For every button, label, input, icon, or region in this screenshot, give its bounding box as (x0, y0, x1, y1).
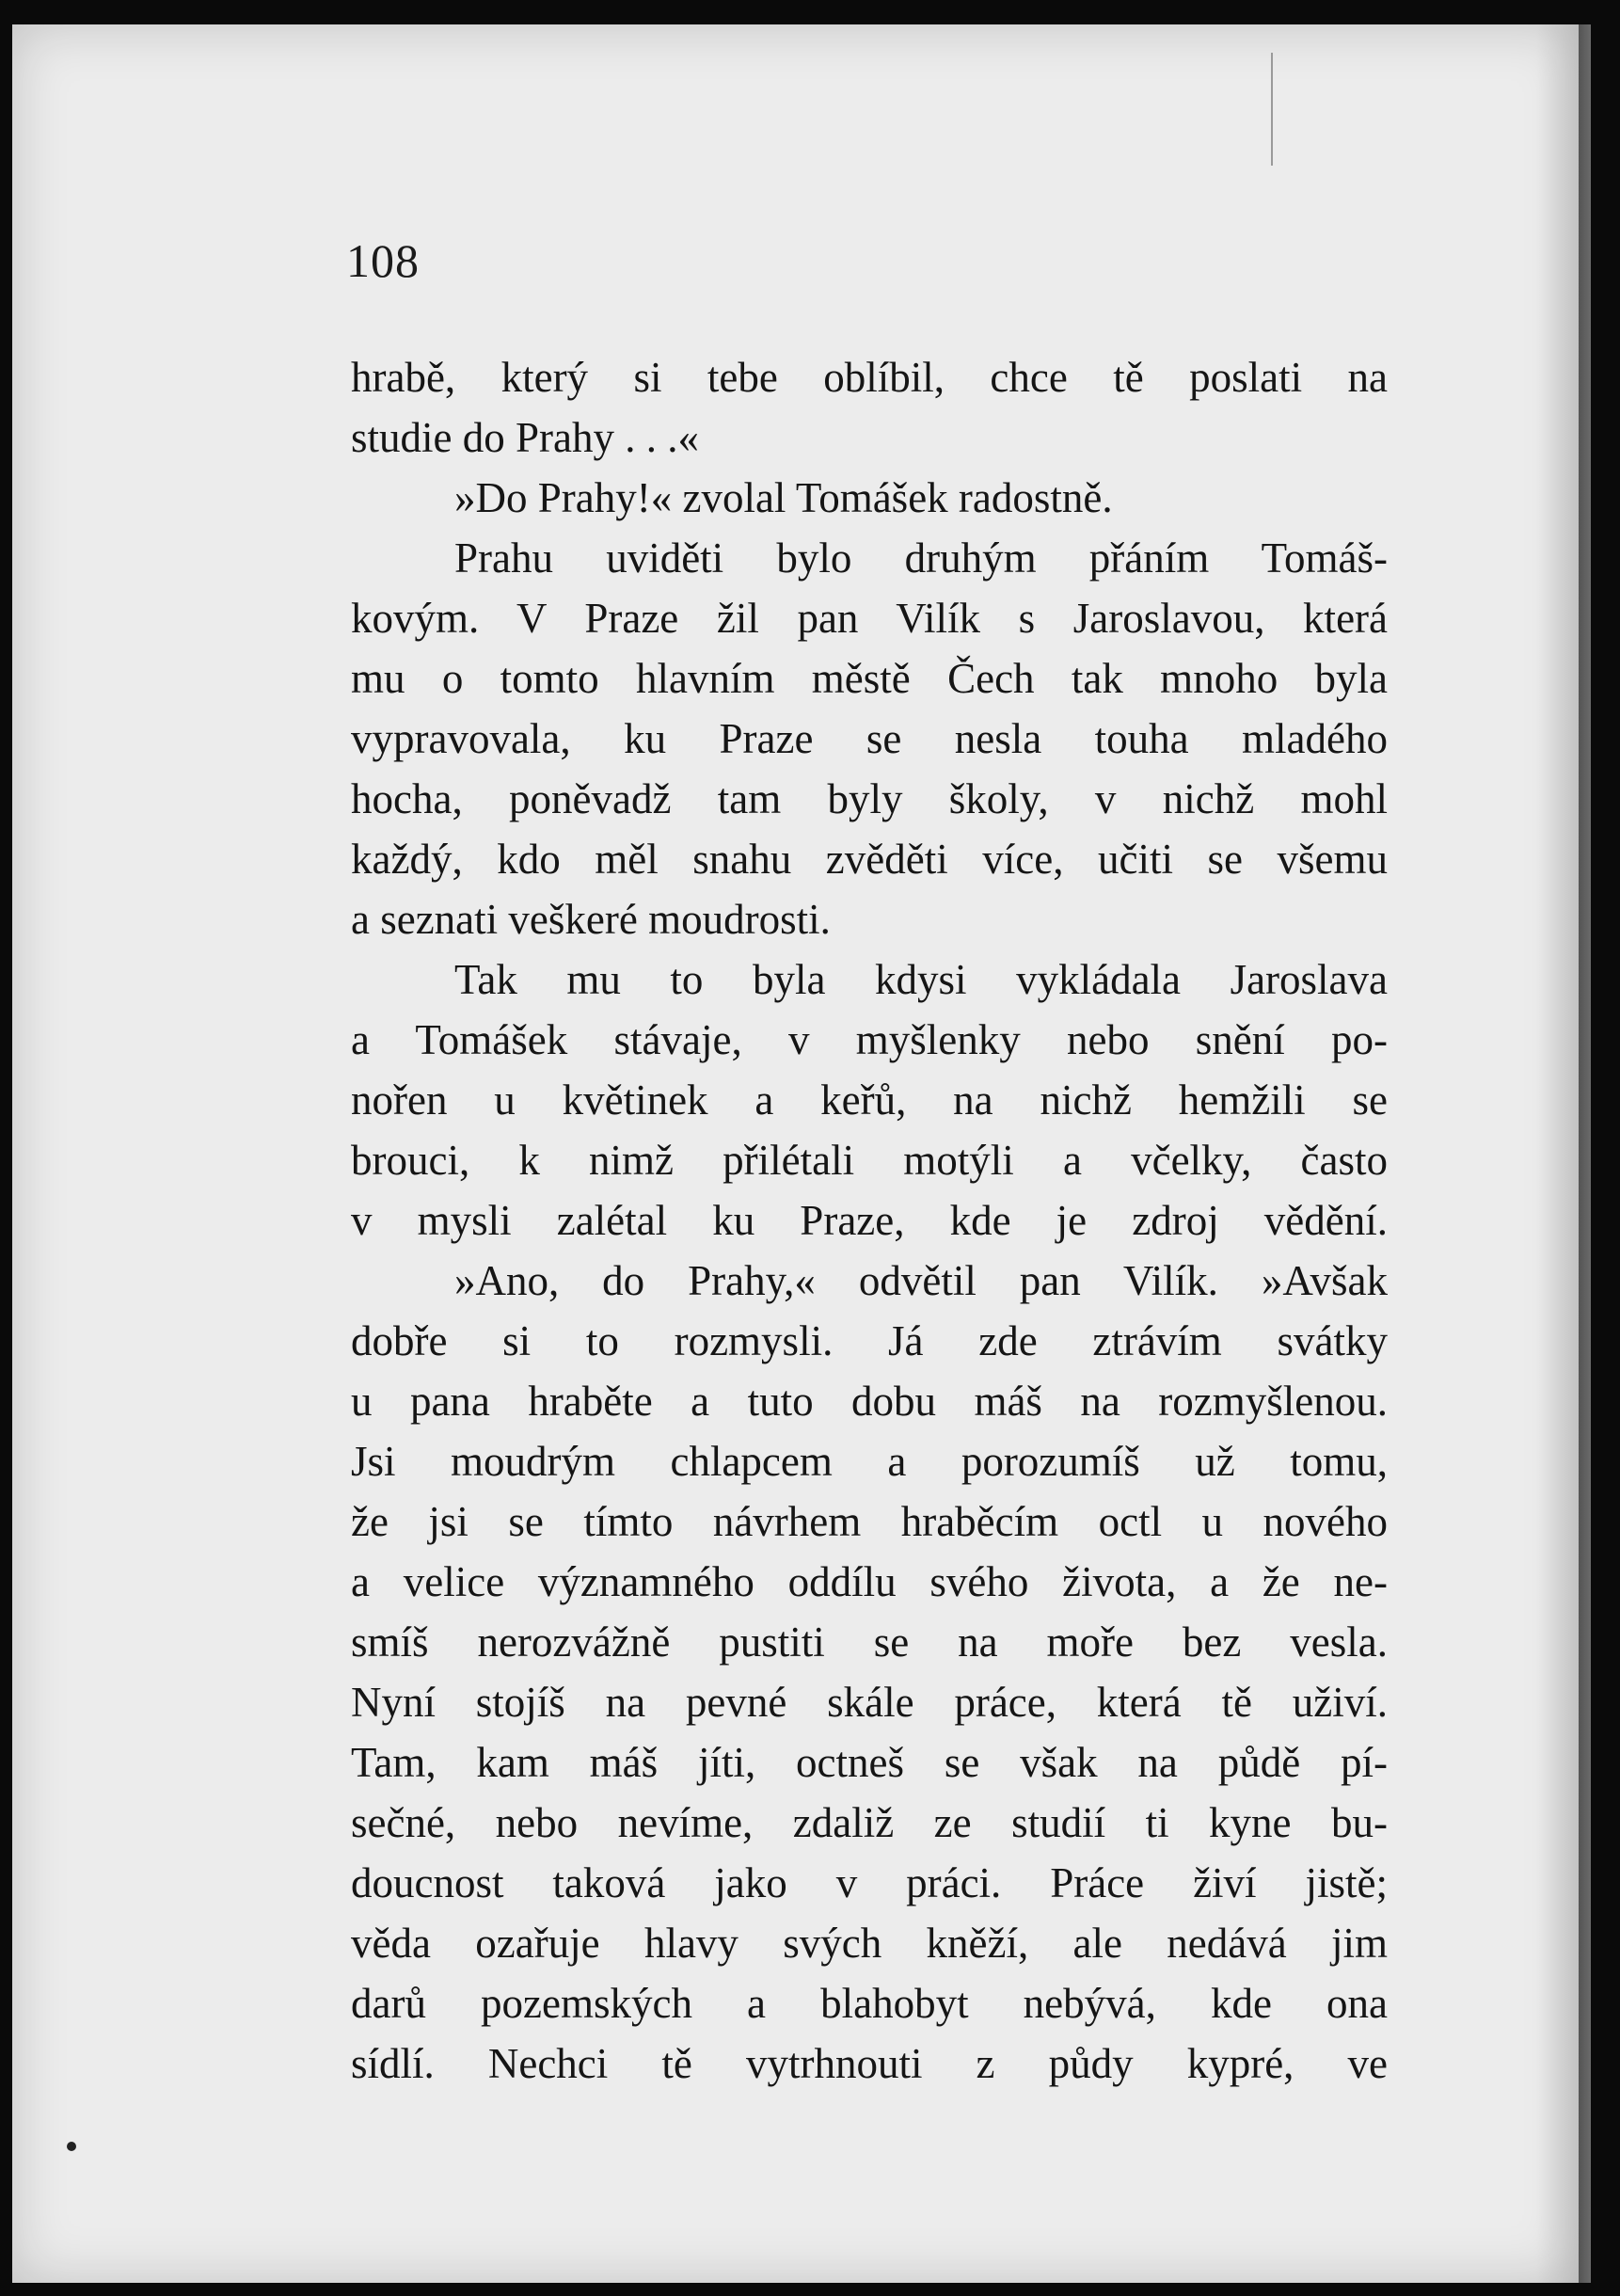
text-line: Nyní stojíš na pevné skále práce, která tě uživí. (351, 1679, 1388, 1726)
text-line: sídlí. Nechci tě vytrhnouti z půdy kypré, ve (351, 2040, 1388, 2087)
text-line: nořen u květinek a keřů, na nichž hemžili se (351, 1076, 1388, 1124)
text-line: u pana hraběte a tuto dobu máš na rozmyšlenou. (351, 1378, 1388, 1425)
text-line: a Tomášek stávaje, v myšlenky nebo snění po- (351, 1016, 1388, 1063)
text-line: v mysli zalétal ku Praze, kde je zdroj vědění. (351, 1197, 1388, 1244)
book-page (12, 24, 1579, 2283)
body-text (351, 347, 1388, 2094)
text-line: doucnost taková jako v práci. Práce živí jistě; (351, 1859, 1388, 1906)
text-line: vypravovala, ku Praze se nesla touha mladého (351, 715, 1388, 762)
page-number: 108 (346, 234, 420, 287)
print-speck (67, 2142, 76, 2151)
text-line: Prahu uviděti bylo druhým přáním Tomáš- (454, 534, 1388, 582)
text-line: kovým. V Praze žil pan Vilík s Jaroslavou, která (351, 595, 1388, 642)
text-line: dobře si to rozmysli. Já zde ztrávím svátky (351, 1317, 1388, 1364)
text-line: Jsi moudrým chlapcem a porozumíš už tomu, (351, 1438, 1388, 1485)
text-line: brouci, k nimž přilétali motýli a včelky, často (351, 1137, 1388, 1184)
text-line: a seznati veškeré moudrosti. (351, 896, 831, 943)
page-fold-mark (1271, 53, 1273, 166)
text-line: »Do Prahy!« zvolal Tomášek radostně. (454, 474, 1113, 521)
text-line: »Ano, do Prahy,« odvětil pan Vilík. »Avšak (454, 1257, 1388, 1304)
text-line: mu o tomto hlavním městě Čech tak mnoho byla (351, 655, 1388, 702)
text-line: že jsi se tímto návrhem hraběcím octl u nového (351, 1498, 1388, 1545)
page-edge-shadow (1536, 24, 1591, 2283)
text-line: a velice významného oddílu svého života, a že ne- (351, 1558, 1388, 1605)
text-line: Tak mu to byla kdysi vykládala Jaroslava (454, 956, 1388, 1003)
text-line: sečné, nebo nevíme, zdaliž ze studií ti kyne bu- (351, 1799, 1388, 1846)
text-line: každý, kdo měl snahu zvěděti více, učiti se všemu (351, 836, 1388, 883)
text-line: smíš nerozvážně pustiti se na moře bez vesla. (351, 1618, 1388, 1666)
text-line: hocha, poněvadž tam byly školy, v nichž mohl (351, 775, 1388, 822)
text-line: darů pozemských a blahobyt nebývá, kde ona (351, 1980, 1388, 2027)
text-line: studie do Prahy . . .« (351, 414, 699, 461)
text-line: Tam, kam máš jíti, octneš se však na půdě pí- (351, 1739, 1388, 1786)
text-line: hrabě, který si tebe oblíbil, chce tě poslati na (351, 354, 1388, 401)
text-line: věda ozařuje hlavy svých kněží, ale nedává jim (351, 1920, 1388, 1967)
